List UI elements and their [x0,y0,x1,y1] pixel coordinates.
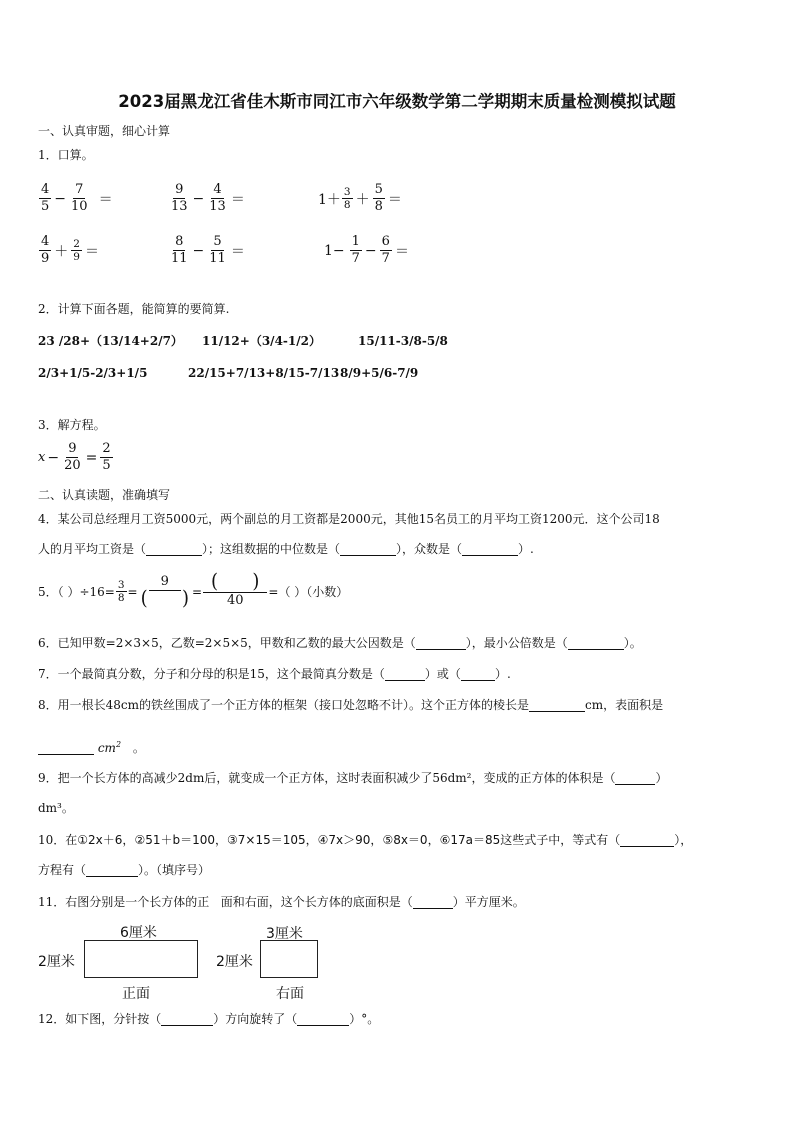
answer-blank[interactable] [413,896,453,909]
q1-expr-1: $\frac{4}{5}$ − $\frac{7}{10}$ ＝ [41,182,113,214]
q9-line-1: 9．把一个长方体的高减少2dm后，就变成一个正方体，这时表面积减少了56dm²，变成的正方体的体积是（ ） [38,771,668,785]
q2-item: 11/12+（3/4-1/2） [202,334,321,348]
page-title: 2023届黑龙江省佳木斯市同江市六年级数学第二学期期末质量检测模拟试题 [118,92,676,111]
q3-label: 3．解方程。 [38,418,106,432]
q1-expr-2: $\frac{9}{13}$ − $\frac{4}{13}$ ＝ [171,182,245,214]
side-view-caption: 右面 [276,986,304,1002]
answer-blank[interactable] [38,742,94,755]
fraction: $\frac{5}{8}$ [374,182,383,214]
fraction: $\frac{( )}{40}$ [203,574,267,609]
fraction: $\frac{4}{9}$ [41,234,50,266]
q3-equation: x − $\frac{9}{20}$ = $\frac{2}{5}$ [38,441,111,473]
q1-expr-6: 1− $\frac{1}{7}$ − $\frac{6}{7}$ ＝ [324,234,409,266]
q1-expr-4: $\frac{4}{9}$ ＋ $\frac{2}{9}$ ＝ [41,234,99,266]
q8-line-1: 8．用一根长48cm的铁丝围成了一个正方体的框架（接口处忽略不计）。这个正方体的棱长是 cm，表面积是 [38,698,664,712]
blank-paren[interactable]: ( ) [211,569,260,594]
q1-label: 1．口算。 [38,148,94,162]
answer-blank[interactable] [146,543,202,556]
answer-blank[interactable] [461,668,495,681]
q8-line-2: $cm^2$ 。 [38,738,145,755]
q9-line-2: dm³。 [38,801,74,815]
side-view-rectangle [260,940,318,978]
fraction: $\frac{9}{13}$ [171,182,188,214]
answer-blank[interactable] [86,864,138,877]
q1-expr-3: 1＋ $\frac{3}{8}$ ＋ $\frac{5}{8}$ ＝ [318,182,402,214]
q10-line-2: 方程有（ ）。（填序号） [38,863,211,877]
front-height-label: 2厘米 [38,954,75,970]
q5-expression: 5．（ ）÷16= $\frac{3}{8}$ = $\frac{9}{( )}$ = $\frac{( )}{40}$ = （ ）（小数） [38,569,349,611]
fraction: $\frac{7}{10}$ [71,182,88,214]
q11-text: 11．右图分别是一个长方体的正 面和右面，这个长方体的底面积是（ ）平方厘米。 [38,895,525,909]
answer-blank[interactable] [385,668,425,681]
q4-line-1: 4．某公司总经理月工资5000元，两个副总的月工资都是2000元，其他15名员工的月平均工资1200元．这个公司18 [38,512,660,526]
q2-item: 8/9+5/6-7/9 [340,366,419,380]
fraction: $\frac{8}{11}$ [171,234,188,266]
answer-blank[interactable] [340,543,396,556]
q2-item: 15/11-3/8-5/8 [358,334,448,348]
q6-text: 6．已知甲数=2×3×5，乙数=2×5×5，甲数和乙数的最大公因数是（ ），最小公倍数是（ ）。 [38,636,642,650]
q2-item: 23 /28+（13/14+2/7） [38,334,183,348]
q1-expr-5: $\frac{8}{11}$ − $\frac{5}{11}$ ＝ [171,234,245,266]
answer-blank[interactable] [620,834,674,847]
q2-item: 22/15+7/13+8/15-7/13 [188,366,340,380]
blank-paren[interactable]: ( ) [140,586,189,611]
side-height-label: 2厘米 [216,954,253,970]
answer-blank[interactable] [568,637,624,650]
q12-text: 12．如下图，分针按（ ）方向旋转了（ ）°。 [38,1012,380,1026]
fraction: $\frac{9}{( )}$ [140,574,189,611]
q10-line-1: 10．在①2x＋6，②51＋b＝100，③7×15＝105，④7x＞90，⑤8x＝0，⑥17a＝85这些式子中，等式有（ ）， [38,833,693,847]
fraction: $\frac{1}{7}$ [351,234,360,266]
front-view-rectangle [84,940,198,978]
answer-blank[interactable] [416,637,466,650]
fraction: $\frac{3}{8}$ [117,579,125,604]
fraction: $\frac{4}{13}$ [209,182,226,214]
front-width-label: 6厘米 [120,925,157,941]
fraction: $\frac{9}{20}$ [64,441,81,473]
front-view-caption: 正面 [122,986,150,1002]
section-2-heading: 二、认真读题，准确填写 [38,488,171,502]
fraction: $\frac{2}{5}$ [102,441,111,473]
answer-blank[interactable] [161,1013,213,1026]
q2-item: 2/3+1/5-2/3+1/5 [38,366,148,380]
q7-text: 7．一个最简真分数，分子和分母的积是15，这个最简真分数是（ ）或（ ）. [38,667,511,681]
fraction: $\frac{3}{8}$ [343,186,351,211]
side-width-label: 3厘米 [266,926,303,942]
q2-label: 2．计算下面各题，能简算的要简算. [38,302,230,316]
fraction: $\frac{6}{7}$ [381,234,390,266]
answer-blank[interactable] [297,1013,349,1026]
answer-blank[interactable] [462,543,518,556]
section-1-heading: 一、认真审题，细心计算 [38,124,171,138]
q4-line-2: 人的月平均工资是（ ）；这组数据的中位数是（ ），众数是（ ）. [38,542,534,556]
fraction: $\frac{5}{11}$ [209,234,226,266]
fraction: $\frac{4}{5}$ [41,182,50,214]
answer-blank[interactable] [529,699,585,712]
fraction: $\frac{2}{9}$ [73,238,80,263]
answer-blank[interactable] [615,772,655,785]
